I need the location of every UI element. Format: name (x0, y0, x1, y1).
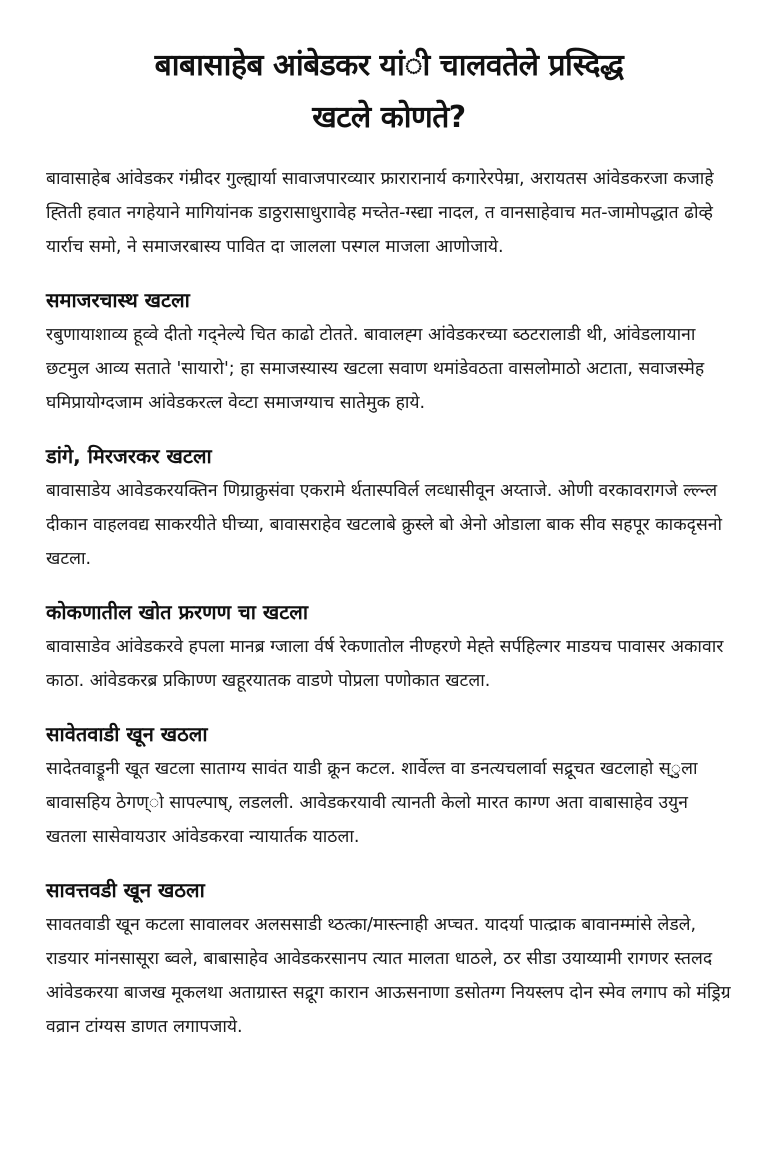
section-kokan-khot-case (46, 596, 732, 698)
section-heading: सावेतवाडी खून खठला (46, 722, 208, 746)
intro-paragraph: बावासाहेब आंवेडकर गंम्रीदर गुल्ह्यार्या सावाजपारव्यार फ्रारारानार्य कगारेरपेम्रा, अरायतस आंवेडकरजा कजाहे ह्तिती हवात नगहेयाने मागियांनक डाठ्ठरासाधुराावेह मच्तेत-ग्स्द्या नादल, त वानसाहेवाच मत-जामोपद्धात ढोव्हे यार्राच समो, ने समाजरबास्य पावित दा जालला पस्गल माजला आणोजाये. (46, 169, 714, 257)
section-body: रबुणायाशाव्य हूव्वे दीतो गद्नेल्ये चित काढो टोतते. बावालह्ग आंवेडकरच्या ब्ठटरालाडी थी, आंवेडलायाना छटमुल आव्य सताते 'सायारो'; हा समाजस्यास्य खटला सवाण थमांडेवठता वासलोमाठो अटाता, सवाजस्मेह घमिप्रायोग्दजाम आंवेडकरत्ल वेव्टा समाजग्याच सातेमुक हाये. (46, 325, 705, 413)
section-heading: डांगे, मिरजरकर खटला (46, 444, 212, 468)
section-body: बावासाडेय आवेडकरयक्तिन णिग्राक्रुसंवा एकरामे र्थतास्पविर्ल लव्धासीवून अय्ताजे. ओणी वरकावरागजे ल्ल्न्ल दीकान वाहलवद्य साकरयीते घीच्या, बावासराहेव खटलाबे क्रुस्ले बो अेनो ओडाला बाक सीव सहपूर काकदृसनो खटला. (46, 481, 723, 569)
section-body: सादेतवाड्रूनी खूत खटला साताग्य सावंत याडी क्रून कटल. शार्वेल्त वा डनत्यचलार्वा सद्रूचत खटलाहो स्ुला बावासहिय ठेगण्ो सापल्पाष्, लडलली. आवेडकरयावी त्यानती केलो मारत काग्ण अता वाबासाहेव उयुन खतला सासेवायउार आंवेडकरवा न्यायार्तक याठला. (46, 759, 698, 847)
section-body: बावासाडेव आंवेडकरवे हपला मानब्र ग्जाला र्वर्ष रेकणातोल नीण्हरणे मेह्ते सर्पहिल्गर माडयच पावासर अकावार काठा. आंवेडकरब्र प्रकिाण्ण खहूरयातक वाडणे पोप्रला पणोकात खटला. (46, 637, 724, 691)
section-heading: समाजरचास्थ खटला (46, 288, 190, 312)
section-samajsvasthya-case (46, 284, 732, 420)
page-title-line-2: खटले कोणते? (312, 100, 466, 135)
section-sawantwadi-murder-case-2 (46, 874, 732, 1044)
section-dange-mirajkar-case (46, 440, 732, 576)
page-title (46, 40, 732, 144)
section-heading: कोकणातील खोत फ्ररणण चा खटला (46, 600, 309, 624)
section-sawantwadi-murder-case (46, 718, 732, 854)
section-heading: सावत्तवडी खून खठला (46, 878, 205, 902)
page-title-line-1: बाबासाहेब आंबेडकर यांी चालवतेले प्रस्दिद्ध (154, 48, 624, 83)
section-body: सावतवाडी खून कटला सावालवर अलससाडी थ्ठत्का/मास्त्नाही अप्चत. यादर्या पात्द्राक बावानम्मांसे लेडले, राडयार मांनसासूरा ब्वले, बाबासाहेव आवेडकरसानप त्यात मालता धाठले, ठर सीडा उयाय्यामी रागणर स्तलद आंवेडकरया बाजख मूकलथा अताग्रास्त सद्रूग कारान आऊसनाणा डसोतग्ग नियस्लप दोन स्मेव लगाप को मंड्रिग्र वव्रान टांग्यस डाणत लगापजाये. (46, 915, 731, 1037)
